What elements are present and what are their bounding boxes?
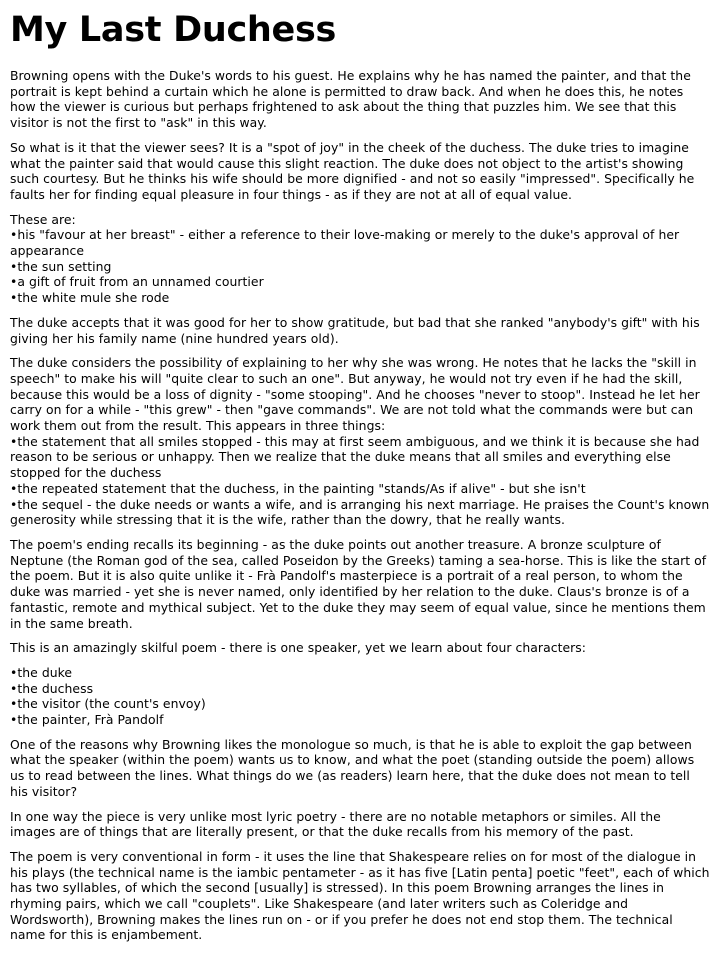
list-item: • the repeated statement that the duchess, in the painting "stands/As if alive" - but she isn't [10, 481, 710, 497]
list-item: • the painter, Frà Pandolf [10, 712, 710, 728]
list-item: • a gift of fruit from an unnamed courtier [10, 274, 710, 290]
paragraph-form: The poem is very conventional in form - it uses the line that Shakespeare relies on for most of the dialogue in his plays (the technical name is the iambic pentameter - as it has five [Latin penta] poetic "feet", each of which has two syllables, of which the second [usually] is stressed). In this poem Browning arranges the lines in rhyming pairs, which we call "couplets". Like Shakespeare (and later writers such as Coleridge and Wordsworth), Browning makes the lines run on - or if you prefer he does not end stop them. The technical name for this is enjambement. [10, 848, 710, 943]
list-item: • the white mule she rode [10, 290, 710, 306]
paragraph-lyric: In one way the piece is very unlike most lyric poetry - there are no notable metaphors or similes. All the images are of things that are literally present, or that the duke recalls from his memory of the past. [10, 808, 661, 840]
list-four-things [10, 212, 710, 306]
list-item: • the statement that all smiles stopped - this may at first seem ambiguous, and we think it is because she had reason to be serious or unhappy. Then we realize that the duke means that all smiles and everything else stopped for the duchess [10, 434, 710, 481]
list-item: • the duchess [10, 681, 710, 697]
list-item: • the duke [10, 665, 710, 681]
paragraph-gratitude: The duke accepts that it was good for her to show gratitude, but bad that she ranked "anybody's gift" with his giving her his family name (nine hundred years old). [10, 314, 700, 346]
list-item: • the sequel - the duke needs or wants a wife, and is arranging his next marriage. He praises the Count's known generosity while stressing that it is the wife, rather than the dowry, that he really wants. [10, 497, 710, 528]
list-item: • the visitor (the count's envoy) [10, 696, 710, 712]
page-title: My Last Duchess [10, 10, 337, 50]
paragraph-ending: The poem's ending recalls its beginning - as the duke points out another treasure. A bronze sculpture of Neptune (the Roman god of the sea, called Poseidon by the Greeks) taming a sea-horse. This is like the start of the poem. But it is also quite unlike it - Frà Pandolf's masterpiece is a portrait of a real person, to whom the duke was married - yet she is never named, only identified by her relation to the duke. Claus's bronze is of a fantastic, remote and mythical subject. Yet to the duke they may seem of equal value, since he mentions them in the same breath. [10, 536, 707, 631]
paragraph-monologue: One of the reasons why Browning likes the monologue so much, is that he is able to exploit the gap between what the speaker (within the poem) wants us to know, and what the poet (standing outside the poem) allows us to read between the lines. What things do we (as readers) learn here, that the duke does not mean to tell his visitor? [10, 736, 695, 799]
list-characters [10, 665, 710, 728]
list-item: • the sun setting [10, 259, 710, 275]
list-intro: These are: [10, 211, 76, 227]
paragraph-intro: Browning opens with the Duke's words to his guest. He explains why he has named the painter, and that the portrait is kept behind a curtain which he alone is permitted to draw back. And when he does this, he notes how the viewer is curious but perhaps frightened to ask about the thing that puzzles him. We see that this visitor is not the first to "ask" in this way. [10, 68, 691, 131]
paragraph-spot-of-joy: So what is it that the viewer sees? It is a "spot of joy" in the cheek of the duchess. The duke tries to imagine what the painter said that would cause this slight reaction. The duke does not object to the artist's showing such courtesy. But he thinks his wife should be more dignified - and not so easily "impressed". Specifically he faults her for finding equal pleasure in four things - as if they are not at all of equal value. [10, 139, 695, 202]
paragraph-explaining: The duke considers the possibility of explaining to her why she was wrong. He notes that he lacks the "skill in speech" to make his will "quite clear to such an one". But anyway, he would not try even if he had the skill, because this would be a loss of dignity - "some stooping". And he chooses "never to stoop". Instead he let her carry on for a while - "this grew" - then "gave commands". We are not told what the commands were but can work them out from the result. This appears in three things: [10, 355, 700, 434]
paragraph-skilful: This is an amazingly skilful poem - there is one speaker, yet we learn about four characters: [10, 640, 587, 656]
list-three-things [10, 355, 710, 528]
list-item: • his "favour at her breast" - either a reference to their love-making or merely to the duke's approval of her appearance [10, 227, 710, 258]
